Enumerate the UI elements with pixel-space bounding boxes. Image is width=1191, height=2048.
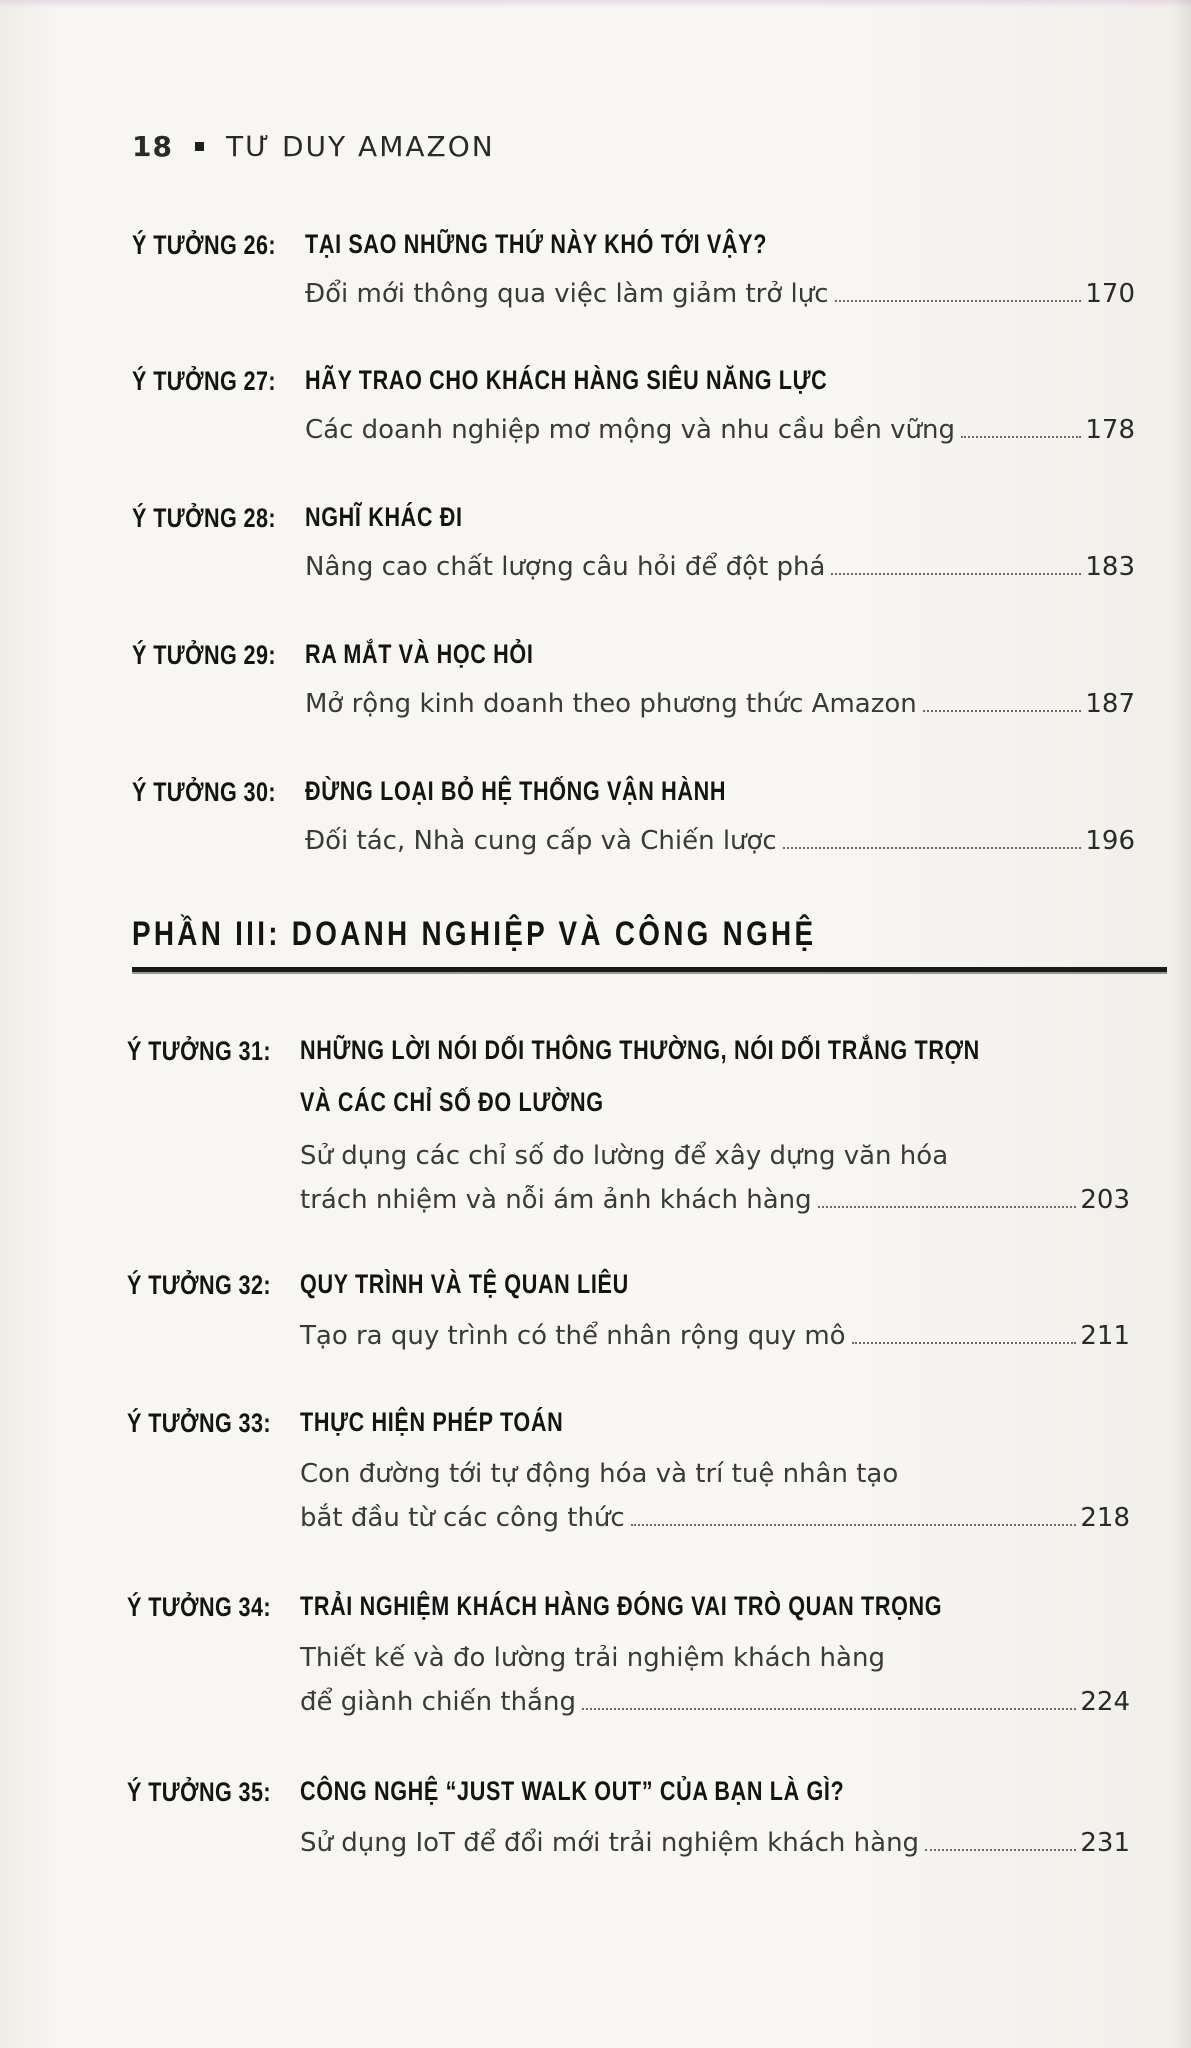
page-reference: 211 — [1080, 1321, 1130, 1351]
running-header — [132, 128, 495, 164]
page-reference: 218 — [1080, 1503, 1130, 1533]
dot-leader — [582, 1707, 1076, 1710]
page-reference: 203 — [1080, 1185, 1130, 1215]
entry-subtitle — [300, 1314, 1130, 1358]
header-separator-bullet — [195, 142, 204, 151]
title-line: TRẢI NGHIỆM KHÁCH HÀNG ĐÓNG VAI TRÒ QUAN TRỌNG — [300, 1591, 943, 1621]
entry-title — [300, 1580, 1004, 1632]
entry-label: Ý TƯỞNG 33: — [127, 1408, 271, 1438]
subtitle-text: Nâng cao chất lượng câu hỏi để đột phá — [305, 552, 826, 582]
page-edge-shadow — [1173, 0, 1191, 2048]
entry-label: Ý TƯỞNG 34: — [127, 1592, 271, 1622]
subtitle-text: Mở rộng kinh doanh theo phương thức Amazon — [305, 689, 917, 719]
title-line: THỰC HIỆN PHÉP TOÁN — [300, 1407, 564, 1437]
subtitle-text: Con đường tới tự động hóa và trí tuệ nhân tạo — [300, 1459, 899, 1489]
dot-leader — [852, 1341, 1077, 1344]
page-reference: 231 — [1080, 1828, 1130, 1858]
page-reference: 196 — [1085, 826, 1135, 856]
title-line: NHỮNG LỜI NÓI DỐI THÔNG THƯỜNG, NÓI DỐI TRẮNG TRỢN — [300, 1035, 980, 1065]
entry-subtitle — [300, 1452, 1130, 1540]
entry-label: Ý TƯỞNG 26: — [132, 230, 276, 260]
page-reference: 224 — [1080, 1687, 1130, 1717]
entry-title — [300, 1765, 1004, 1817]
entry-label: Ý TƯỞNG 32: — [127, 1270, 271, 1300]
subtitle-text: Tạo ra quy trình có thể nhân rộng quy mô — [300, 1321, 846, 1351]
entry-label: Ý TƯỞNG 35: — [127, 1777, 271, 1807]
subtitle-text: Thiết kế và đo lường trải nghiệm khách hàng — [300, 1643, 885, 1673]
dot-leader — [831, 572, 1081, 575]
entry-label: Ý TƯỞNG 29: — [132, 640, 276, 670]
subtitle-text: Sử dụng IoT để đổi mới trải nghiệm khách hàng — [300, 1828, 920, 1858]
subtitle-text: Các doanh nghiệp mơ mộng và nhu cầu bền vững — [305, 415, 955, 445]
dot-leader — [925, 1848, 1076, 1851]
subtitle-text: trách nhiệm và nỗi ám ảnh khách hàng — [300, 1185, 812, 1215]
entry-subtitle — [305, 408, 1135, 452]
entry-subtitle — [305, 819, 1135, 863]
page-reference: 178 — [1085, 415, 1135, 445]
title-line: CÔNG NGHỆ “JUST WALK OUT” CỦA BẠN LÀ GÌ? — [300, 1776, 845, 1806]
dot-leader — [631, 1523, 1077, 1526]
subtitle-text: Đổi mới thông qua việc làm giảm trở lực — [305, 279, 829, 309]
page-reference: 170 — [1085, 279, 1135, 309]
subtitle-text: Đối tác, Nhà cung cấp và Chiến lược — [305, 826, 777, 856]
dot-leader — [923, 709, 1082, 712]
part-heading-rule-shadow — [132, 972, 1167, 974]
entry-title: ĐỪNG LOẠI BỎ HỆ THỐNG VẬN HÀNH — [305, 776, 727, 806]
page-number: 18 — [132, 129, 173, 163]
entry-subtitle — [305, 272, 1135, 316]
subtitle-text: bắt đầu từ các công thức — [300, 1503, 625, 1533]
entry-label: Ý TƯỞNG 27: — [132, 366, 276, 396]
dot-leader — [818, 1205, 1077, 1208]
entry-title: NGHĨ KHÁC ĐI — [305, 502, 463, 532]
entry-subtitle — [300, 1821, 1130, 1865]
entry-title: TẠI SAO NHỮNG THỨ NÀY KHÓ TỚI VẬY? — [305, 229, 768, 259]
entry-subtitle — [300, 1134, 1130, 1222]
subtitle-text: Sử dụng các chỉ số đo lường để xây dựng văn hóa — [300, 1141, 949, 1171]
part-heading: PHẦN III: DOANH NGHIỆP VÀ CÔNG NGHỆ — [132, 915, 817, 953]
subtitle-text: để giành chiến thắng — [300, 1687, 576, 1717]
entry-title: HÃY TRAO CHO KHÁCH HÀNG SIÊU NĂNG LỰC — [305, 365, 828, 395]
book-title: TƯ DUY AMAZON — [225, 129, 495, 163]
entry-label: Ý TƯỞNG 30: — [132, 777, 276, 807]
entry-title — [300, 1024, 1004, 1128]
title-line: QUY TRÌNH VÀ TỆ QUAN LIÊU — [300, 1269, 629, 1299]
entry-label: Ý TƯỞNG 31: — [127, 1036, 271, 1066]
dot-leader — [961, 435, 1081, 438]
entry-label: Ý TƯỞNG 28: — [132, 503, 276, 533]
entry-subtitle — [305, 545, 1135, 589]
page-reference: 183 — [1085, 552, 1135, 582]
title-line: VÀ CÁC CHỈ SỐ ĐO LƯỜNG — [300, 1087, 604, 1117]
entry-subtitle — [305, 682, 1135, 726]
dot-leader — [835, 299, 1082, 302]
entry-title — [300, 1396, 1004, 1448]
page-top-edge — [0, 0, 1191, 8]
entry-title: RA MẮT VÀ HỌC HỎI — [305, 639, 534, 669]
entry-subtitle — [300, 1636, 1130, 1724]
dot-leader — [783, 846, 1082, 849]
entry-title — [300, 1258, 1004, 1310]
page-reference: 187 — [1085, 689, 1135, 719]
